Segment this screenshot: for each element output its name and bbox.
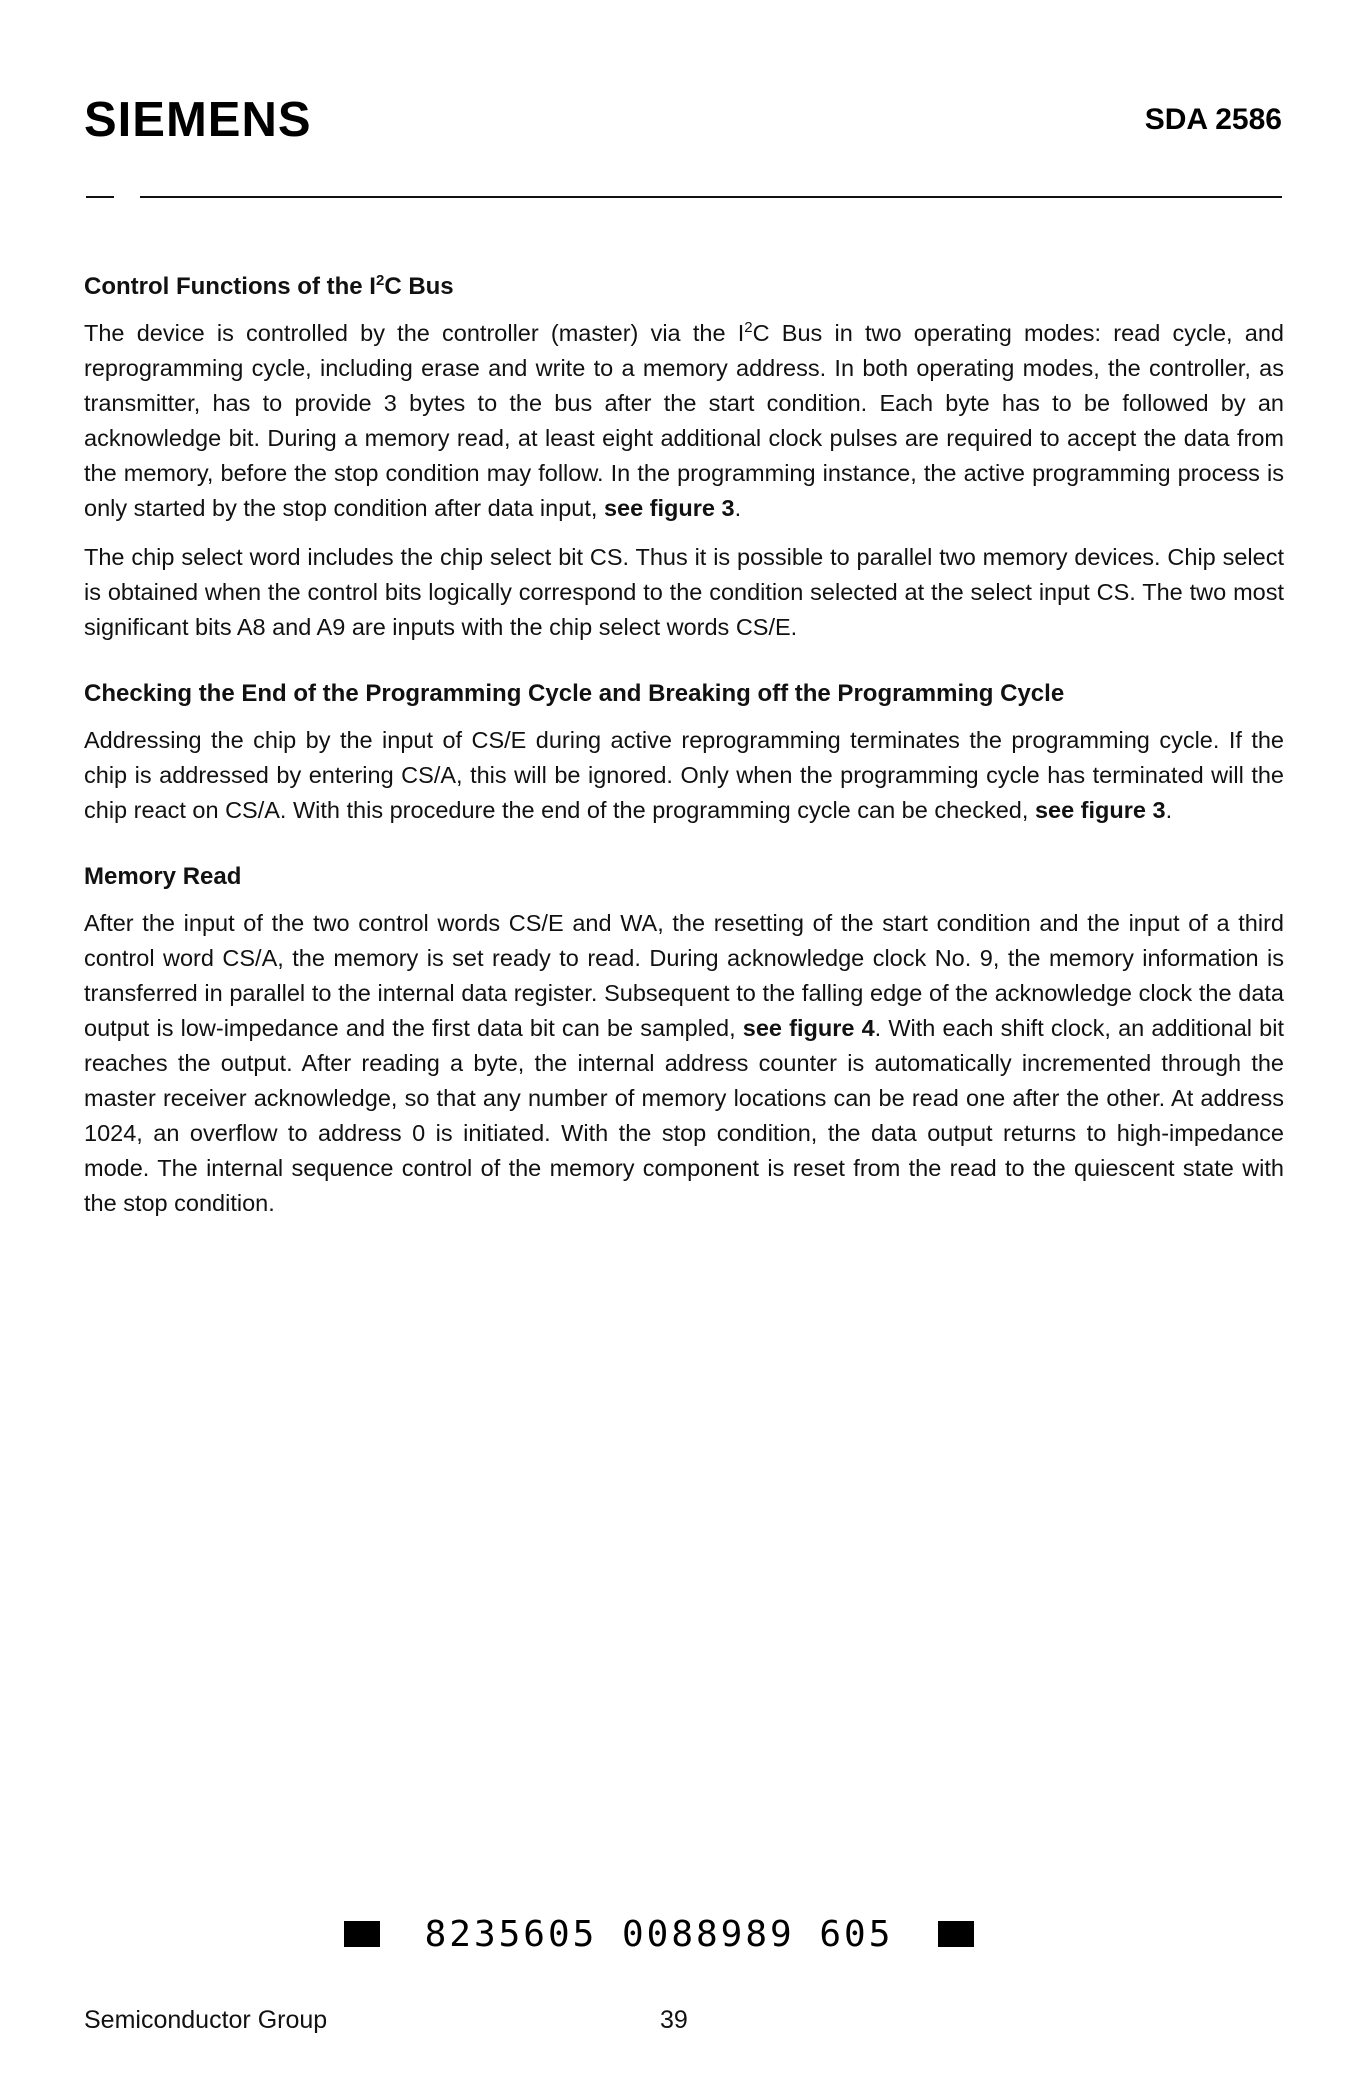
heading-text: Control Functions of the I	[84, 273, 376, 300]
section-control-functions	[84, 272, 1284, 645]
header-divider	[140, 196, 1282, 198]
section-programming-cycle	[84, 679, 1284, 828]
paragraph-text: After the input of the two control words CS/E and WA, the resetting of the start condition and the input of a third control word CS/A, the memory is set ready to read. During acknowledge clock No. 9, the memory information is transferred in parallel to the internal data register. Subsequent to the falling edge of the acknowledge clock the data output is low-impedance and the first data bit can be sampled,	[84, 910, 1284, 1041]
barcode-strip	[344, 1914, 974, 1954]
section-memory-read	[84, 862, 1284, 1221]
paragraph: The chip select word includes the chip select bit CS. Thus it is possible to parallel two memory devices. Chip select is obtained when the control bits logically correspond to the condition selected at the select input CS. The two most significant bits A8 and A9 are inputs with the chip select words CS/E.	[84, 544, 1284, 640]
figure-reference: see figure 3	[1034, 797, 1166, 823]
footer-group: Semiconductor Group	[84, 2006, 328, 2034]
section-heading: Checking the End of the Programming Cycle and Breaking off the Programming Cycle	[84, 680, 1065, 707]
figure-reference: see figure 4	[742, 1015, 875, 1041]
document-body	[84, 272, 1284, 1255]
section-heading	[84, 272, 1284, 302]
paragraph	[84, 906, 1284, 1221]
superscript: 2	[375, 272, 385, 289]
barcode-marker-right	[938, 1921, 974, 1947]
section-heading: Memory Read	[84, 863, 242, 890]
company-logo: SIEMENS	[84, 93, 312, 147]
paragraph	[84, 723, 1284, 828]
paragraph-text: The device is controlled by the controller (master) via the I	[84, 320, 745, 346]
paragraph-text: .	[734, 495, 742, 521]
paragraph-text: C Bus in two operating modes: read cycle, and reprogramming cycle, including erase and write to a memory address. In both operating modes, the controller, as transmitter, has to provide 3 bytes to the bus after the start condition. Each byte has to be followed by an acknowledge bit. During a memory read, at least eight additional clock pulses are required to accept the data from the memory, before the stop condition may follow. In the programming instance, the active programming process is only started by the stop condition after data input,	[84, 320, 1284, 521]
barcode-marker-left	[344, 1921, 380, 1947]
part-number: SDA 2586	[1144, 103, 1282, 136]
paragraph-text: . With each shift clock, an additional bit reaches the output. After reading a byte, the internal address counter is automatically incremented through the master receiver acknowledge, so that any number of memory locations can be read one after the other. At address 1024, an overflow to address 0 is initiated. With the stop condition, the data output returns to high-impedance mode. The internal sequence control of the memory component is reset from the read to the quiescent state with the stop condition.	[84, 1015, 1284, 1216]
paragraph	[84, 316, 1284, 526]
paragraph-text: Addressing the chip by the input of CS/E during active reprogramming terminates the programming cycle. If the chip is addressed by entering CS/A, this will be ignored. Only when the programming cycle has terminated will the chip react on CS/A. With this procedure the end of the programming cycle can be checked,	[84, 727, 1284, 823]
page-number: 39	[660, 2006, 688, 2034]
figure-reference: see figure 3	[603, 495, 735, 521]
heading-text: C Bus	[384, 273, 454, 300]
superscript: 2	[744, 319, 753, 337]
paragraph-text: .	[1165, 797, 1173, 823]
header-divider-dash	[86, 196, 114, 198]
barcode-text: 8235605 0088989 605	[424, 1913, 894, 1955]
